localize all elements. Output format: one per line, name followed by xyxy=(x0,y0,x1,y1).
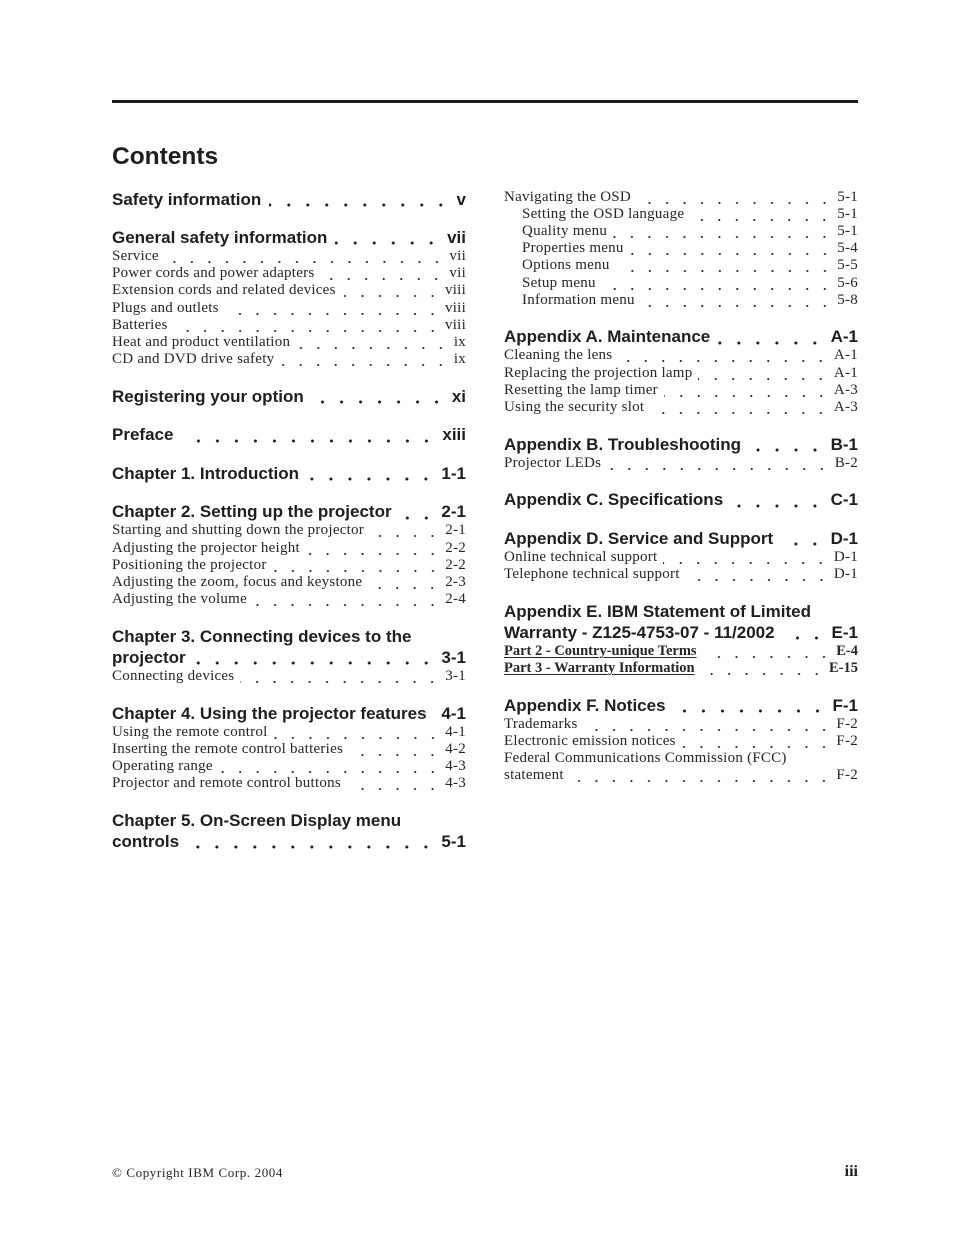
toc-heading-chapter-1 xyxy=(112,463,466,484)
toc-entry-page: E-15 xyxy=(829,660,858,677)
toc-heading-title-line-2: Warranty - Z125-4753-07 - 11/2002 xyxy=(504,622,775,642)
toc-entry-page: 5-1 xyxy=(837,222,858,239)
toc-link-title[interactable]: Part 3 - Warranty Information xyxy=(504,660,695,677)
toc-entry-page: 5-4 xyxy=(837,240,858,257)
toc-entry-title-line-2: statement xyxy=(504,767,564,784)
dot-leader xyxy=(663,561,829,565)
toc-entry xyxy=(112,557,466,574)
toc-entry-title: Inserting the remote control batteries xyxy=(112,740,344,757)
toc-heading-page: xi xyxy=(451,386,466,406)
toc-section-safety-information xyxy=(112,189,466,210)
page-number: iii xyxy=(844,1163,858,1180)
toc-section-appendix-b xyxy=(504,434,858,472)
toc-subentry-group xyxy=(504,206,858,309)
toc-heading-title: Appendix F. Notices xyxy=(504,695,666,715)
toc-section-general-safety xyxy=(112,227,466,368)
dot-leader xyxy=(165,260,446,264)
toc-entry xyxy=(112,522,466,539)
toc-heading-title: Appendix C. Specifications xyxy=(504,490,724,510)
toc-entry-page: F-2 xyxy=(836,715,858,732)
page-title: Contents xyxy=(112,143,219,170)
dot-leader xyxy=(718,341,824,345)
dot-leader xyxy=(783,636,826,640)
toc-heading-title: Chapter 4. Using the projector features xyxy=(112,703,427,723)
toc-heading-title: Safety information xyxy=(112,189,262,209)
dot-leader xyxy=(686,578,830,582)
toc-heading-page: E-1 xyxy=(831,622,858,642)
dot-leader xyxy=(342,294,441,298)
toc-entry-page: F-2 xyxy=(836,732,858,749)
toc-heading-appendix-d xyxy=(504,528,858,549)
toc-heading-page: 1-1 xyxy=(441,463,466,483)
toc-right-column xyxy=(504,189,858,785)
toc-entry-page: 2-1 xyxy=(445,522,466,539)
dot-leader xyxy=(225,312,441,316)
toc-entry xyxy=(112,300,466,317)
toc-entry-title: Trademarks xyxy=(504,715,578,732)
toc-left-column xyxy=(112,189,466,852)
dot-leader xyxy=(435,717,436,721)
dot-leader xyxy=(641,304,834,308)
toc-heading-page: 2-1 xyxy=(441,502,466,522)
toc-entry xyxy=(504,733,858,750)
toc-entry-page: ix xyxy=(453,334,466,351)
toc-entry-title: Telephone technical support xyxy=(504,566,680,583)
toc-entry-title: CD and DVD drive safety xyxy=(112,351,275,368)
toc-entry-title: Operating range xyxy=(112,758,213,775)
toc-section-chapter-4 xyxy=(112,703,466,793)
dot-leader xyxy=(219,770,441,774)
toc-entry-title: Options menu xyxy=(522,257,610,274)
toc-entry-page: E-4 xyxy=(836,642,858,659)
toc-heading-page: A-1 xyxy=(830,327,858,347)
toc-heading-last-line xyxy=(504,622,858,643)
toc-entry xyxy=(504,549,858,566)
toc-heading-page: xiii xyxy=(442,425,466,445)
toc-entry xyxy=(504,399,858,416)
dot-leader xyxy=(637,201,833,205)
toc-section-appendix-e xyxy=(504,601,858,677)
toc-entry xyxy=(112,775,466,792)
toc-entry-title: Service xyxy=(112,248,159,264)
toc-heading-appendix-b xyxy=(504,434,858,455)
toc-entry-page: ix xyxy=(453,351,466,368)
toc-entry-title: Extension cords and related devices xyxy=(112,282,336,299)
toc-entry-title: Adjusting the projector height xyxy=(112,539,300,556)
toc-entry-page: viii xyxy=(444,316,466,333)
toc-entry xyxy=(112,668,466,685)
toc-heading-safety-information xyxy=(112,189,466,210)
toc-entry-title: Properties menu xyxy=(522,240,624,257)
toc-entry-page: A-3 xyxy=(833,399,858,416)
dot-leader xyxy=(320,277,445,281)
toc-entry-title: Positioning the projector xyxy=(112,556,267,573)
toc-heading-title: Chapter 1. Introduction xyxy=(112,463,299,483)
toc-heading-page: B-1 xyxy=(830,434,858,454)
toc-entry-title: Using the security slot xyxy=(504,399,645,416)
toc-heading-title: Appendix A. Maintenance xyxy=(504,327,711,347)
toc-entry xyxy=(112,248,466,265)
toc-link-part-3[interactable] xyxy=(504,660,858,677)
toc-entry-title: Plugs and outlets xyxy=(112,299,219,316)
toc-entry-title: Projector and remote control buttons xyxy=(112,775,341,792)
toc-heading-title: Chapter 2. Setting up the projector xyxy=(112,502,392,522)
toc-entry xyxy=(112,282,466,299)
toc-entry-page: 3-1 xyxy=(445,667,466,684)
toc-entry xyxy=(112,334,466,351)
toc-entry-title: Power cords and power adapters xyxy=(112,265,315,282)
toc-entry xyxy=(112,351,466,368)
toc-entry-title: Projector LEDs xyxy=(504,454,602,471)
dot-leader xyxy=(181,439,436,443)
toc-subentry xyxy=(522,223,858,240)
toc-section-chapter-1 xyxy=(112,463,466,484)
toc-entry xyxy=(112,265,466,282)
toc-entry xyxy=(112,317,466,334)
toc-entry-page: vii xyxy=(449,265,466,282)
dot-leader xyxy=(682,745,833,749)
toc-entry xyxy=(504,566,858,583)
dot-leader xyxy=(731,504,824,508)
toc-entry-title: Electronic emission notices xyxy=(504,732,676,749)
toc-entry-title: Heat and product ventilation xyxy=(112,334,291,351)
toc-entry-title-line-1: Federal Communications Commission (FCC) xyxy=(504,750,787,767)
toc-entry-page: A-3 xyxy=(833,381,858,398)
toc-link-title[interactable]: Part 2 - Country-unique Terms xyxy=(504,642,697,659)
toc-entry-page: 4-3 xyxy=(445,775,466,792)
dot-leader xyxy=(194,661,436,665)
dot-leader xyxy=(400,516,436,520)
toc-heading-appendix-a xyxy=(504,326,858,347)
toc-entry-page: 2-2 xyxy=(445,539,466,556)
toc-entry xyxy=(112,574,466,591)
toc-link-part-2[interactable] xyxy=(504,643,858,660)
top-rule xyxy=(112,100,858,103)
toc-heading-chapter-4 xyxy=(112,703,466,724)
toc-heading-chapter-5 xyxy=(112,810,466,852)
dot-leader xyxy=(584,728,833,732)
toc-entry-page: 5-8 xyxy=(837,291,858,308)
toc-entry-title: Navigating the OSD xyxy=(504,188,631,205)
toc-subentry xyxy=(522,257,858,274)
toc-entry-title: Information menu xyxy=(522,291,635,308)
dot-leader xyxy=(269,203,450,207)
dot-leader xyxy=(570,779,833,783)
toc-heading-chapter-2 xyxy=(112,501,466,522)
dot-leader xyxy=(280,363,449,367)
dot-leader xyxy=(370,534,441,538)
dot-leader xyxy=(240,680,441,684)
toc-heading-appendix-f xyxy=(504,695,858,716)
toc-heading-last-line xyxy=(112,831,466,852)
toc-entry xyxy=(504,750,858,784)
toc-heading-page: 3-1 xyxy=(441,647,466,667)
toc-heading-page: F-1 xyxy=(832,695,858,715)
dot-leader xyxy=(274,736,442,740)
toc-heading-registering-your-option xyxy=(112,386,466,407)
toc-heading-title-line-2: controls xyxy=(112,831,180,851)
toc-entry xyxy=(112,724,466,741)
dot-leader xyxy=(749,448,825,452)
dot-leader xyxy=(349,753,441,757)
toc-heading-title: Registering your option xyxy=(112,386,304,406)
toc-heading-title-line-2: projector xyxy=(112,647,186,667)
toc-entry-title: Batteries xyxy=(112,316,168,333)
toc-entry-page: 4-1 xyxy=(445,723,466,740)
dot-leader xyxy=(602,287,834,291)
toc-heading-title-line-1: Chapter 3. Connecting devices to the xyxy=(112,626,412,646)
toc-heading-page: D-1 xyxy=(830,528,858,548)
toc-entry-page: D-1 xyxy=(833,548,858,565)
toc-subentry xyxy=(522,206,858,223)
toc-entry-page: A-1 xyxy=(833,364,858,381)
dot-leader xyxy=(664,394,830,398)
dot-leader xyxy=(187,845,435,849)
toc-heading-title-line-1: Chapter 5. On-Screen Display menu xyxy=(112,810,402,830)
toc-heading-appendix-e xyxy=(504,601,858,643)
toc-entry-page: A-1 xyxy=(833,347,858,364)
toc-section-registering xyxy=(112,386,466,407)
toc-entry-title: Using the remote control xyxy=(112,723,268,740)
toc-subentry xyxy=(522,292,858,309)
toc-heading-page: 5-1 xyxy=(441,831,466,851)
toc-entry-page: vii xyxy=(449,248,466,264)
toc-heading-chapter-3 xyxy=(112,626,466,668)
toc-entry xyxy=(504,382,858,399)
dot-leader xyxy=(174,329,441,333)
copyright-notice: © Copyright IBM Corp. 2004 xyxy=(112,1165,284,1180)
toc-heading-page: vii xyxy=(447,228,466,247)
toc-entry-title: Resetting the lamp timer xyxy=(504,381,658,398)
toc-heading-preface xyxy=(112,424,466,445)
toc-entry-page: 2-4 xyxy=(445,591,466,608)
toc-heading-title-line-1: Appendix E. IBM Statement of Limited xyxy=(504,601,811,621)
toc-entry-title: Online technical support xyxy=(504,548,658,565)
toc-entry-page: F-2 xyxy=(836,767,858,784)
toc-entry xyxy=(112,758,466,775)
toc-section-appendix-a xyxy=(504,326,858,416)
dot-leader xyxy=(781,542,824,546)
toc-entry-page: 5-6 xyxy=(837,274,858,291)
dot-leader xyxy=(630,252,834,256)
dot-leader xyxy=(607,467,831,471)
toc-entry xyxy=(112,741,466,758)
toc-entry-title: Starting and shutting down the projector xyxy=(112,522,365,539)
toc-heading-page: C-1 xyxy=(830,490,858,510)
toc-section-chapter-5 xyxy=(112,810,466,852)
toc-entry-last-line xyxy=(504,767,858,784)
toc-entry-page: B-2 xyxy=(834,454,858,471)
toc-heading-title: General safety information xyxy=(112,228,328,247)
toc-entry-title: Connecting devices xyxy=(112,667,235,684)
toc-heading-title: Preface xyxy=(112,425,174,445)
toc-section-appendix-d xyxy=(504,528,858,583)
toc-heading-appendix-c xyxy=(504,489,858,510)
toc-section-appendix-c xyxy=(504,489,858,510)
toc-entry-title: Quality menu xyxy=(522,222,608,239)
toc-entry-title: Cleaning the lens xyxy=(504,347,613,364)
toc-entry-page: 2-3 xyxy=(445,574,466,591)
toc-entry-page: viii xyxy=(444,282,466,299)
dot-leader xyxy=(701,672,825,676)
dot-leader xyxy=(273,569,442,573)
toc-entry-page: 4-3 xyxy=(445,758,466,775)
dot-leader xyxy=(347,787,441,791)
dot-leader xyxy=(307,477,435,481)
toc-entry-title: Replacing the projection lamp xyxy=(504,364,693,381)
dot-leader xyxy=(613,235,833,239)
toc-heading-page: 4-1 xyxy=(441,703,466,723)
toc-heading-title: Appendix B. Troubleshooting xyxy=(504,434,742,454)
toc-entry-title: Adjusting the zoom, focus and keystone xyxy=(112,574,363,591)
toc-section-chapter-5-continued xyxy=(504,189,858,309)
toc-heading-general-safety-information xyxy=(112,227,466,248)
dot-leader xyxy=(368,586,441,590)
toc-subentry xyxy=(522,275,858,292)
dot-leader xyxy=(616,269,834,273)
dot-leader xyxy=(253,603,441,607)
toc-entry-title: Setup menu xyxy=(522,274,596,291)
toc-entry-page: 2-2 xyxy=(445,556,466,573)
toc-section-appendix-f xyxy=(504,695,858,785)
toc-entry xyxy=(504,716,858,733)
toc-entry-page: 4-2 xyxy=(445,740,466,757)
toc-entry-title: Adjusting the volume xyxy=(112,591,247,608)
dot-leader xyxy=(312,400,446,404)
toc-entry-page: 5-1 xyxy=(837,205,858,222)
toc-heading-page: v xyxy=(456,189,466,209)
toc-subentry xyxy=(522,240,858,257)
dot-leader xyxy=(698,377,829,381)
toc-entry-page: 5-1 xyxy=(837,188,858,205)
toc-section-chapter-2 xyxy=(112,501,466,608)
dot-leader xyxy=(703,655,833,659)
dot-leader xyxy=(618,359,830,363)
toc-entry xyxy=(504,347,858,364)
toc-entry-title: Setting the OSD language xyxy=(522,205,685,222)
dot-leader xyxy=(674,709,827,713)
dot-leader xyxy=(296,346,450,350)
toc-entry xyxy=(504,455,858,472)
toc-section-chapter-3 xyxy=(112,626,466,685)
toc-entry xyxy=(504,365,858,382)
toc-section-preface xyxy=(112,424,466,445)
dot-leader xyxy=(650,411,830,415)
dot-leader xyxy=(335,241,441,245)
dot-leader xyxy=(690,218,833,222)
toc-entry-page: D-1 xyxy=(833,566,858,583)
toc-entry-page: 5-5 xyxy=(837,257,858,274)
toc-entry xyxy=(112,591,466,608)
toc-heading-title: Appendix D. Service and Support xyxy=(504,528,774,548)
toc-entry-page: viii xyxy=(444,299,466,316)
toc-entry xyxy=(504,189,858,206)
dot-leader xyxy=(306,552,441,556)
toc-entry xyxy=(112,540,466,557)
toc-heading-last-line xyxy=(112,647,466,668)
